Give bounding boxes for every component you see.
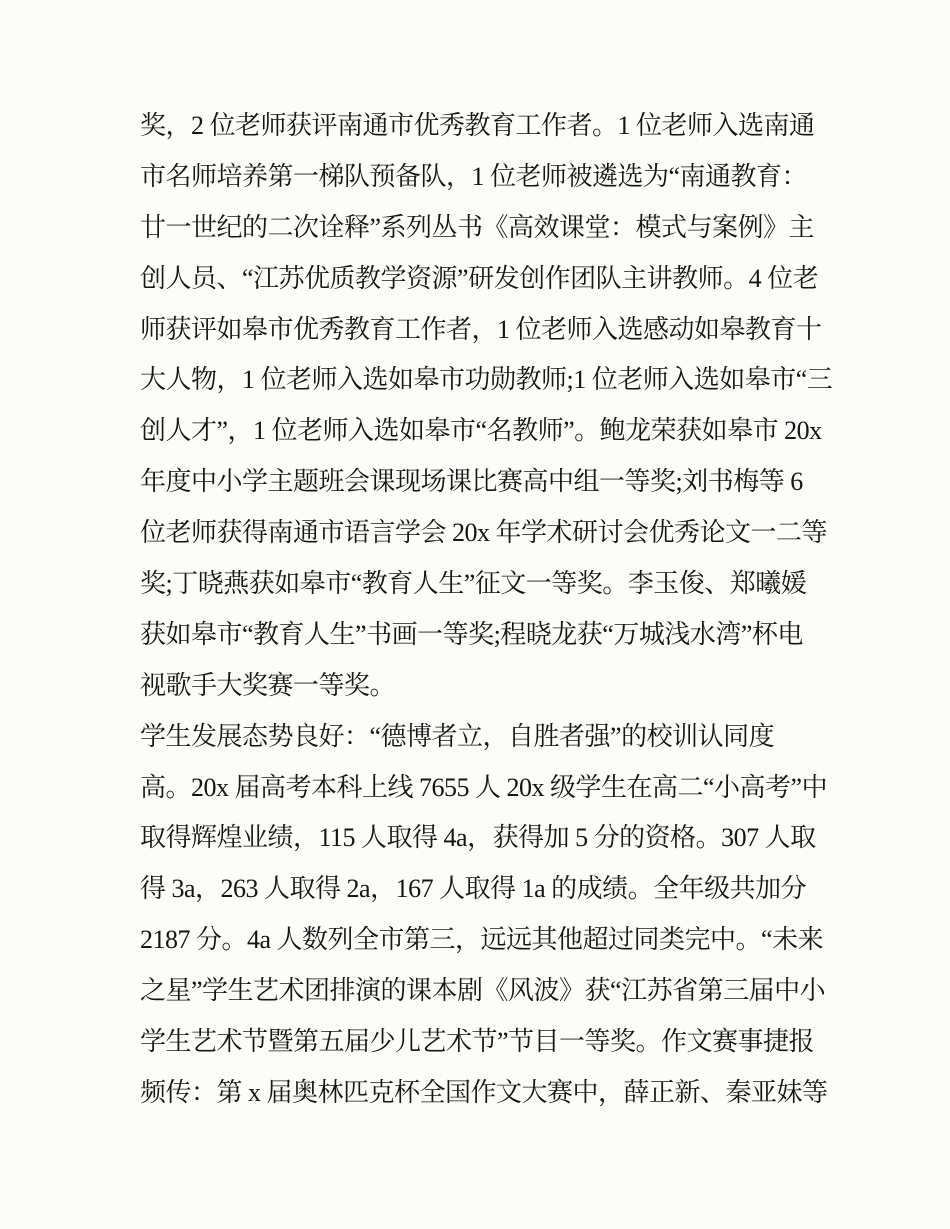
text-line: 廿一世纪的二次诠释”系列丛书《高效课堂：模式与案例》主 — [140, 212, 815, 242]
text-line: 视歌手大奖赛一等奖。 — [140, 670, 396, 700]
text-line: 高。20x 届高考本科上线 7655 人 20x 级学生在高二“小高考”中 — [140, 772, 828, 802]
paragraph-student-development — [140, 712, 828, 1119]
text-line: 师获评如皋市优秀教育工作者，1 位老师入选感动如皋教育十 — [140, 314, 822, 344]
text-line: 市名师培养第一梯队预备队，1 位老师被遴选为“南通教育： — [140, 161, 808, 191]
text-line: 之星”学生艺术团排演的课本剧《风波》获“江苏省第三届中小 — [140, 976, 826, 1006]
text-line: 获如皋市“教育人生”书画一等奖;程晓龙获“万城浅水湾”杯电 — [140, 619, 803, 649]
text-line: 大人物，1 位老师入选如皋市功勋教师;1 位老师入选如皋市“三 — [140, 365, 833, 395]
text-line: 奖，2 位老师获评南通市优秀教育工作者。1 位老师入选南通 — [140, 111, 815, 140]
text-line: 奖;丁晓燕获如皋市“教育人生”征文一等奖。李玉俊、郑曦媛 — [140, 569, 807, 599]
text-line: 创人才”，1 位老师入选如皋市“名教师”。鲍龙荣获如皋市 20x — [140, 416, 822, 446]
text-line: 创人员、“江苏优质教学资源”研发创作团队主讲教师。4 位老 — [140, 263, 819, 293]
text-line: 学生发展态势良好：“德博者立，自胜者强”的校训认同度 — [140, 721, 775, 751]
document-text-block — [140, 101, 833, 1119]
text-line: 学生艺术节暨第五届少儿艺术节”节目一等奖。作文赛事捷报 — [140, 1027, 815, 1057]
text-line: 年度中小学主题班会课现场课比赛高中组一等奖;刘书梅等 6 — [140, 467, 803, 497]
text-line: 2187 分。4a 人数列全市第三，远远其他超过同类完中。“未来 — [140, 925, 824, 955]
text-line: 取得辉煌业绩，115 人取得 4a，获得加 5 分的资格。307 人取 — [140, 823, 816, 853]
text-line: 得 3a，263 人取得 2a，167 人取得 1a 的成绩。全年级共加分 — [140, 874, 807, 904]
text-line: 频传：第 x 届奥林匹克杯全国作文大赛中，薛正新、秦亚妹等 — [140, 1077, 828, 1107]
text-line: 位老师获得南通市语言学会 20x 年学术研讨会优秀论文一二等 — [140, 518, 828, 548]
paragraph-teacher-awards — [140, 101, 833, 712]
